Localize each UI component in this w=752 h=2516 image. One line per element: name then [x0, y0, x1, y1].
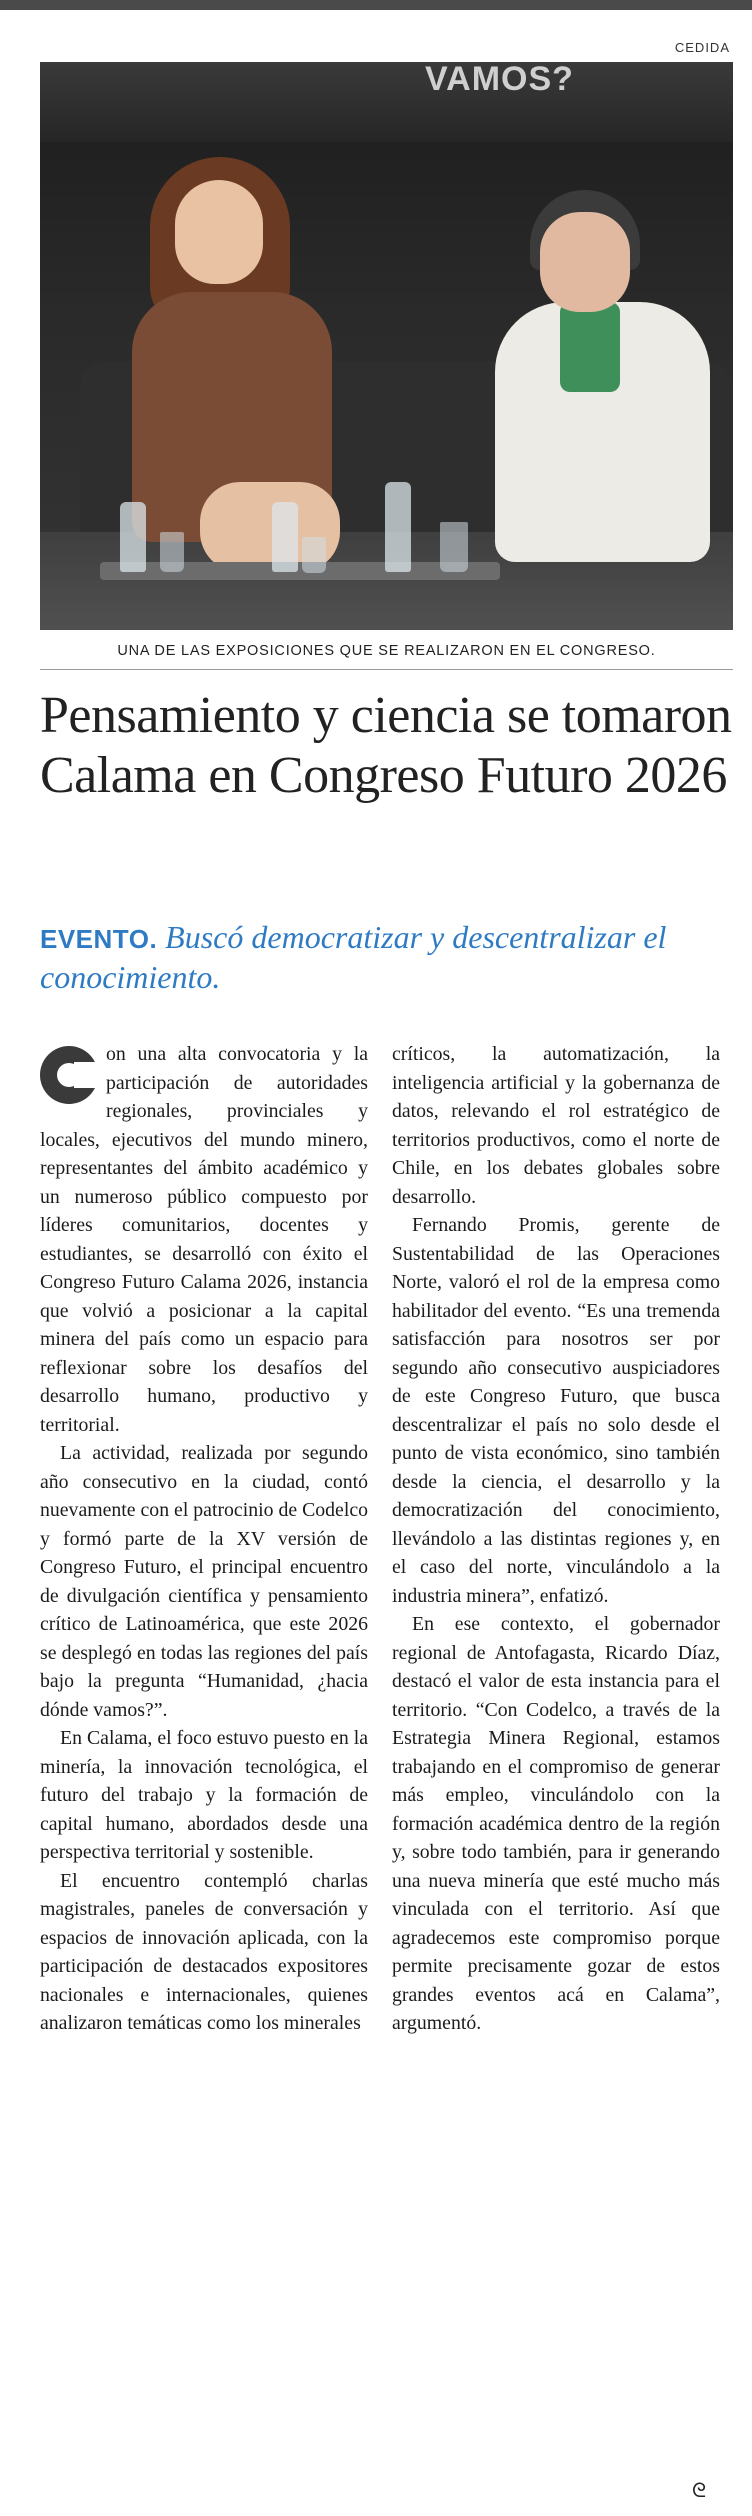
end-mark-icon: ᘓ: [692, 2478, 707, 2502]
dropcap: [40, 1046, 98, 1104]
paragraph-5: críticos, la automatización, la inteligencia artificial y la gobernanza de datos, relevando el rol estratégico de territorios productivos, como el norte de Chile, en los debates globales sobre desarrollo.: [392, 1043, 720, 1208]
screen-text: VAMOS?: [425, 62, 574, 98]
article-photo: [40, 62, 733, 630]
water-glass: [302, 537, 326, 573]
water-bottle: [272, 502, 298, 572]
water-glass: [440, 522, 468, 572]
photo-caption: UNA DE LAS EXPOSICIONES QUE SE REALIZARON EN EL CONGRESO.: [117, 643, 656, 659]
speaker-right-face: [540, 212, 630, 312]
paragraph-4: El encuentro contempló charlas magistrales, paneles de conversación y espacios de innovación aplicada, con la participación de destacados expositores nacionales e internacionales, quienes analizaron temáticas como los minerales: [40, 1869, 368, 2034]
stage-screen: [40, 62, 733, 142]
paragraph-7: En ese contexto, el gobernador regional de Antofagasta, Ricardo Díaz, destacó el valor de esta instancia para el territorio. “Con Codelco, a través de la Estrategia Minera Regional, estamos trabajando en el compromiso de generar más empleo, vinculándolo con la formación académica dentro de la región y, sobre todo también, para ir generando una nueva minería que esté mucho más vinculada con el territorio. Así que agradecemos este compromiso porque permite precisamente gozar de estos grandes eventos acá en Calama”, argumentó.: [392, 1613, 720, 2034]
article-column-left: [40, 1040, 368, 2038]
kicker-text: Buscó democratizar y descentralizar el conocimiento.: [40, 919, 667, 995]
water-bottle: [120, 502, 146, 572]
paragraph-3: En Calama, el foco estuvo puesto en la minería, la innovación tecnológica, el futuro del trabajo y la formación de capital humano, abordados desde una perspectiva territorial y sostenible.: [40, 1727, 368, 1863]
paragraph-6: Fernando Promis, gerente de Sustentabilidad de las Operaciones Norte, valoró el rol de la empresa como habilitador del evento. “Es una tremenda satisfacción para nosotros ser por segundo año consecutivo auspiciadores de este Congreso Futuro, que busca descentralizar el país no solo desde el punto de vista económico, sino también desde la ciencia, el desarrollo y la democratización del conocimiento, llevándolo a las distintas regiones y, en el caso del norte, vinculándolo a la industria minera”, enfatizó.: [392, 1214, 720, 1607]
photo-credit: CEDIDA: [674, 40, 730, 55]
kicker-label: EVENTO.: [40, 924, 158, 954]
paragraph-1-text: on una alta convocatoria y la participación de autoridades regionales, provinciales y locales, ejecutivos del mundo minero, representantes del ámbito académico y un numeroso público compuesto por líderes comunitarios, docentes y estudiantes, se desarrolló con éxito el Congreso Futuro Calama 2026, instancia que volvió a posicionar a la capital minera del país como un espacio para reflexionar sobre los desafíos del desarrollo humano, productivo y territorial.: [40, 1043, 368, 1436]
top-bar: [0, 0, 752, 10]
water-bottle: [385, 482, 411, 572]
water-glass: [160, 532, 184, 572]
headline: Pensamiento y ciencia se tomaron Calama en Congreso Futuro 2026: [40, 687, 732, 804]
caption-divider: [40, 669, 733, 670]
speaker-right-scarf: [560, 302, 620, 392]
kicker: [40, 918, 740, 996]
paragraph-1: [40, 1040, 368, 1439]
article-column-right: [392, 1040, 720, 2038]
paragraph-2: La actividad, realizada por segundo año consecutivo en la ciudad, contó nuevamente con el patrocinio de Codelco y formó parte de la XV versión de Congreso Futuro, el principal encuentro de divulgación científica y pensamiento crítico de Latinoamérica, que este 2026 se desplegó en todas las regiones del país bajo la pregunta “Humanidad, ¿hacia dónde vamos?”.: [40, 1442, 368, 1721]
speaker-left-face: [175, 180, 263, 284]
